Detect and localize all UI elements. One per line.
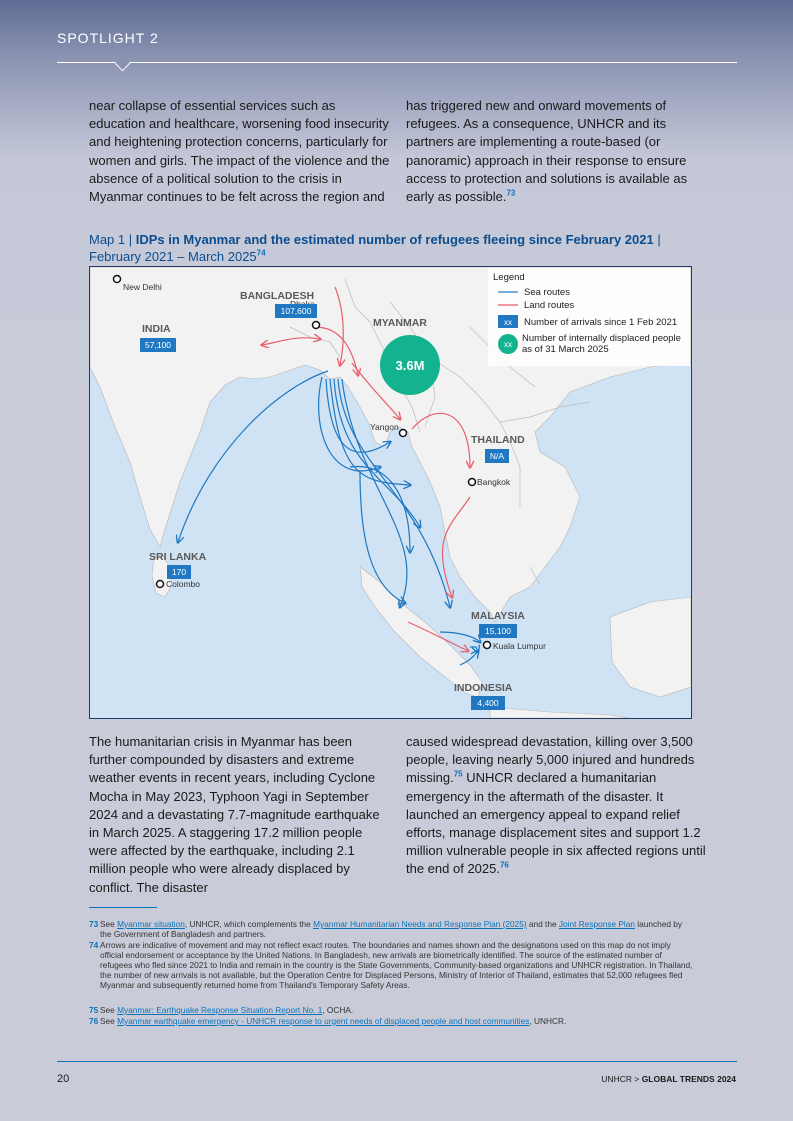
link-myanmar-situation[interactable]: Myanmar situation [117,919,185,929]
footnote-text: launched by the Government of Bangladesh and partners. [100,919,683,939]
capital-icon [157,581,164,588]
report-title [601,1074,736,1084]
footnote-75 [89,1005,694,1015]
footnote-text: See [100,1016,118,1026]
footer-rule [57,1061,737,1062]
country-bangladesh: BANGLADESH [240,290,315,302]
footnote-73 [89,919,694,939]
value-malaysia: 15,100 [485,626,511,636]
capital-icon [400,430,407,437]
link-hnrp[interactable]: Myanmar Humanitarian Needs and Response Plan (2025) [313,919,527,929]
footnote-ref-76[interactable]: 76 [499,861,509,871]
country-myanmar: MYANMAR [373,317,427,329]
country-srilanka: SRI LANKA [149,551,207,563]
idp-value: 3.6M [395,358,425,373]
country-india: INDIA [142,323,171,335]
value-srilanka: 170 [171,567,187,577]
body-right-column [406,733,708,879]
city-label: Bangkok [477,477,511,487]
map-caption [89,231,661,265]
footnote-text: , UNHCR. [529,1016,567,1026]
footnote-text: , OCHA. [322,1005,354,1015]
footnote-text: , UNHCR, which complements the [184,919,314,929]
footnote-ref-75[interactable]: 75 [453,770,463,780]
map-caption-prefix: Map 1 | [89,232,136,247]
legend-arrivals: Number of arrivals since 1 Feb 2021 [524,317,678,328]
link-jrp[interactable]: Joint Response Plan [558,919,635,929]
map-caption-period: February 2021 – March 2025 [89,249,257,264]
header-notch [115,56,131,72]
landmass-java [490,707,630,718]
footnote-text: Arrows are indicative of movement and may not reflect exact routes. The boundaries and names shown and the designations used on this map do not imply official endorsement or acceptance by the United Nations. In Bangladesh, new arrivals are biometrically identified. The source of the estimated number of refugees who fled since 2021 to India and remain in the country is the State Governments, Community-based organizations and UNHCR registration. In Thailand, the number of new arrivals is not available, but the Operation Centre for Displaced Persons, Ministry of Interior of Thailand, estimates that 52,000 refugees fled Myanmar and subsequently returned home from Thailand's Temporary Safety Areas. [100,940,693,990]
country-thailand: THAILAND [471,434,525,446]
map [89,266,692,719]
city-label: Colombo [166,579,201,589]
footnote-number: 73 [89,919,99,929]
value-india: 57,100 [145,340,171,350]
capital-icon [469,479,476,486]
intro-right-text: has triggered new and onward movements of refugees. As a consequence, UNHCR and its partners are implementing a route-based (or panoramic) approach in their response to ensure access to protection and solutions is available as early as possible. [406,98,688,205]
map-caption-sep: | [653,232,661,247]
intro-left-column: near collapse of essential services such as education and healthcare, worsening food insecurity and heightening protection concerns, particularly for women and girls. The impact of the violence and the absence of a political solution to the crisis in Myanmar continues to be felt across the region and [89,98,390,205]
map-svg [90,267,691,718]
country-malaysia: MALAYSIA [471,610,525,622]
capital-icon [114,276,121,283]
capital-icon [313,322,320,329]
footnote-text: and the [526,919,559,929]
footnote-76 [89,1016,694,1026]
intro-right-column [406,97,706,206]
section-label: SPOTLIGHT 2 [57,30,159,46]
header-rule [57,62,737,63]
body-right-text-b: UNHCR declared a humanitarian emergency in the aftermath of the disaster. It launched an emergency appeal to expand relief efforts, manage displacement sites and support 1.2 million vulnerable people in six affected regions until the end of 2025. [406,770,706,877]
body-right-text-a: caused widespread devastation, killing over 3,500 people, leaving nearly 5,000 injured and hundreds missing. [406,734,695,786]
footnote-text: See [100,1005,118,1015]
legend-land: Land routes [524,300,575,311]
page-number: 20 [57,1073,70,1085]
legend-idp: Number of internally displaced people as of 31 March 2025 [522,333,681,355]
country-indonesia: INDONESIA [454,682,513,694]
brand: UNHCR > [601,1074,642,1084]
report-name: GLOBAL TRENDS 2024 [641,1074,736,1084]
value-indonesia: 4,400 [477,698,499,708]
footnote-number: 76 [89,1016,99,1026]
footnote-rule [89,907,157,908]
map-caption-title: IDPs in Myanmar and the estimated number of refugees fleeing since February 2021 [135,232,654,247]
value-thailand: N/A [489,451,505,461]
link-unhcr-earthquake[interactable]: Myanmar earthquake emergency - UNHCR response to urgent needs of displaced people and host communities [117,1016,530,1026]
city-label: Kuala Lumpur [493,641,546,651]
legend-arrivals-box: xx [504,318,512,327]
page-header [0,0,793,75]
landmass-borneo [610,597,691,697]
value-bangladesh: 107,600 [280,306,312,316]
capital-icon [484,642,491,649]
body-left-column: The humanitarian crisis in Myanmar has been further compounded by disasters and extreme weather events in recent years, including Cyclone Mocha in May 2023, Typhoon Yagi in September 2024 and a devastating 7.7-magnitude earthquake in March 2025. A staggering 17.2 million people were affected by the earthquake, including 2.1 million people who were already displaced by conflict. The disaster [89,734,380,895]
landmass-sumatra [360,567,482,697]
legend-idp-circle: xx [504,340,512,349]
sea-route-10 [470,647,478,652]
city-label: New Delhi [123,282,162,292]
legend-sea: Sea routes [524,287,570,298]
city-label: Yangon [370,422,399,432]
footnote-number: 74 [89,940,99,950]
footnote-number: 75 [89,1005,99,1015]
footnote-ref-73[interactable]: 73 [506,188,516,198]
legend-title: Legend [493,272,525,283]
footnote-text: See [100,919,118,929]
footnote-ref-74[interactable]: 74 [256,248,266,258]
footnote-74 [89,940,694,990]
map-legend [488,268,690,366]
link-ocha-report[interactable]: Myanmar: Earthquake Response Situation Report No. 1 [117,1005,323,1015]
